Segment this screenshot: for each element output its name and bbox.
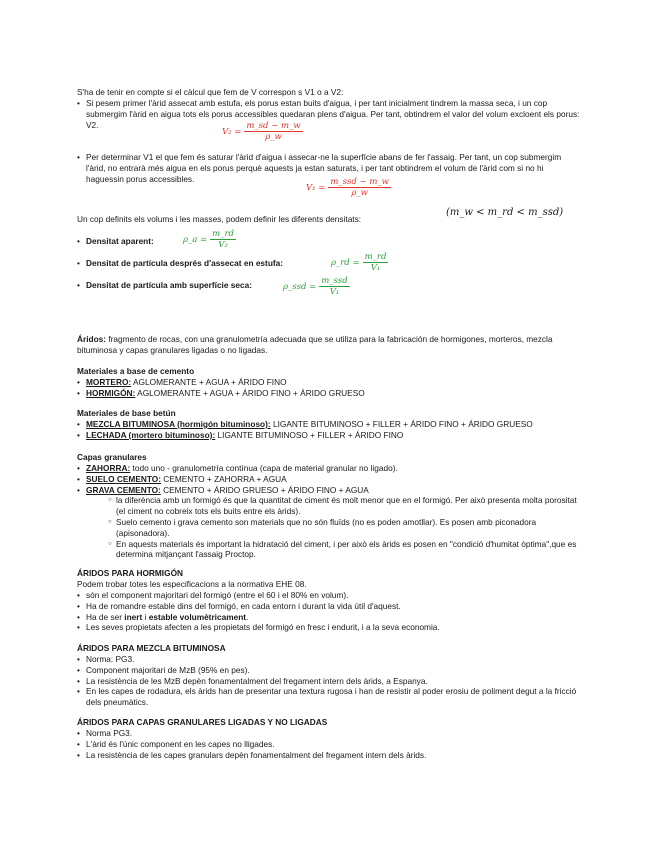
density-item-oven-dry (77, 258, 337, 269)
density-ssd-numerator: m_ssd (321, 276, 348, 286)
capas-item-grava-cemento: • GRAVA CEMENTO: CEMENTO + ÁRIDO GRUESO + ÁRIDO FINO + AGUA ○ la diferència amb un formigó és que la quantitat de ciment és molt menor que en el formigó. Per això presenta molta porositat (el ciment no cobreix tots els buits entre els àrids). ○ Suelo cemento i grava cemento son materials que no són fluïds (no es poden amotllar). Es posen amb piconadora (apisonadora). ○ En aquests materials és important la hidratació del ciment, i per això els àrids es posen en "condició d'humitat òptima",que es determina mitjançant l'assaig Proctop. (77, 485, 582, 561)
formula-v2-lhs: V₂ = (222, 126, 242, 137)
formula-v1-denominator: ρ_w (351, 188, 368, 198)
hormigon-item: • són el component majoritari del formigó (entre el 60 i el 80% en volum). (77, 590, 582, 601)
capas-granulares-title: ÁRIDOS PARA CAPAS GRANULARES LIGADAS Y NO LIGADAS (77, 717, 328, 727)
density-ssd-lhs: ρ_ssd = (283, 281, 317, 292)
mass-inequality: (m_w < m_rd < m_ssd) (446, 207, 564, 218)
volume-bullet-list (77, 98, 582, 130)
density-oven-dry-denominator: V₁ (370, 263, 381, 273)
capas-item-suelo-cemento: • SUELO CEMENTO: CEMENTO + ZAHORRA + AGUA (77, 474, 582, 485)
hormigon-item-inert: • Ha de ser inert i estable volumètricament. (77, 612, 582, 623)
mezcla-item: • Norma: PG3. (77, 654, 582, 665)
density-apparent-lhs: ρ_a = (183, 234, 208, 245)
capas-granulares-item: • La resistència de les capes granulars depèn fonamentalment del fregament intern dels àrids. (77, 750, 582, 761)
aridos-term: Áridos: (77, 334, 107, 344)
aridos-text: fragmento de rocas, con una granulometría adecuada que se utiliza para la fabricación de hormigones, morteros, mezcla bituminosa y capas granulares ligadas o no ligadas. (77, 334, 553, 355)
capas-sublist (86, 495, 582, 560)
volume-intro: S'ha de tenir en compte si el càlcul que fem de V correspon s V1 o a V2: (77, 87, 344, 97)
density-ssd-denominator: V₁ (329, 287, 340, 297)
capas-granulares-list (77, 728, 582, 760)
hormigon-title: ÁRIDOS PARA HORMIGÓN (77, 568, 184, 578)
formula-density-oven-dry (331, 252, 388, 273)
density-ssd-label: Densitat de partícula amb superfície seca: (86, 280, 252, 290)
hormigon-item: • Les seves propietats afecten a les propietats del formigó en fresc i endurit, i a la seva economia. (77, 622, 582, 633)
hormigon-item: • Ha de romandre estable dins del formigó, en cada entorn i durant la vida útil d'aquest. (77, 601, 582, 612)
betun-item-mezcla: • MEZCLA BITUMINOSA (hormigón bituminoso): LIGANTE BITUMINOSO + FILLER + ÁRIDO FINO + ÁRIDO GRUESO (77, 419, 582, 430)
density-apparent-label: Densitat aparent: (86, 236, 154, 246)
formula-v2-denominator: ρ_w (265, 132, 282, 142)
mezcla-item: • La resistència de les MzB depèn fonamentalment del fregament intern dels àrids, a Espanya. (77, 676, 582, 687)
density-apparent-numerator: m_rd (212, 229, 234, 239)
density-oven-dry-lhs: ρ_rd = (331, 257, 360, 268)
cemento-item-mortero: • MORTERO: AGLOMERANTE + AGUA + ÁRIDO FINO (77, 377, 582, 388)
formula-v1 (306, 177, 391, 198)
formula-v2 (222, 121, 303, 142)
density-oven-dry-label: Densitat de partícula després d'assecat en estufa: (86, 258, 284, 268)
density-apparent-denominator: V₂ (218, 240, 228, 250)
formula-density-ssd (283, 276, 350, 297)
capas-list (77, 463, 582, 560)
cemento-list (77, 377, 582, 399)
volume-bullet-v2: • Si pesem primer l'àrid assecat amb estufa, els porus estan buits d'aigua, i per tant inicialment tindrem la massa seca, i un cop submergim l'àrid en aigua tots els porus accessibles quedaran plens d'aigua. Per tant, obtindrem el valor del volum excloent els porus: V2. (77, 98, 582, 130)
capas-subitem: ○ En aquests materials és important la hidratació del ciment, i per això els àrids es posen en "condició d'humitat òptima",que es determina mitjançant l'assaig Proctop. (108, 539, 582, 561)
mezcla-item: • En les capes de rodadura, els àrids han de presentar una textura rugosa i han de resistir al poder erosiu de poliment degut a la fricció dels pneumàtics. (77, 686, 582, 708)
volume-bullet-v1: • Per determinar V1 el que fem és saturar l'àrid d'aigua i assecar-ne la superfície abans de fer l'assaig. Per tant, un cop submergim l'àrid, no entrarà més aigua en els porus perquè aquests ja estan saturats, i per tant obtindrem el volum de l'àrid com si no hi haguessin porus accessibles. (77, 152, 582, 184)
capas-granulares-item: • L'àrid és l'únic component en les capes no lligades. (77, 739, 582, 750)
density-item-ssd (77, 280, 317, 291)
hormigon-intro: Podem trobar totes les especificacions a la normativa EHE 08. (77, 579, 307, 589)
aridos-definition (77, 334, 582, 356)
formula-v1-lhs: V₁ = (306, 182, 326, 193)
capas-subitem: ○ Suelo cemento i grava cemento son materials que no són fluïds (no es poden amotllar). Es posen amb piconadora (apisonadora). (108, 517, 582, 539)
capas-title: Capas granulares (77, 452, 147, 462)
densities-intro: Un cop definits els volums i les masses, podem definir les diferents densitats: (77, 214, 362, 224)
betun-item-lechada: • LECHADA (mortero bituminoso): LIGANTE BITUMINOSO + FILLER + ÁRIDO FINO (77, 430, 582, 441)
capas-subitem: ○ la diferència amb un formigó és que la quantitat de ciment és molt menor que en el formigó. Per això presenta molta porositat (el ciment no cobreix tots els buits entre els àrids). (108, 495, 582, 517)
formula-density-apparent (183, 229, 236, 250)
cemento-item-hormigon: • HORMIGÓN: AGLOMERANTE + AGUA + ÁRIDO FINO + ÁRIDO GRUESO (77, 388, 582, 399)
density-oven-dry-numerator: m_rd (364, 252, 387, 262)
mezcla-title: ÁRIDOS PARA MEZCLA BITUMINOSA (77, 643, 226, 653)
formula-v2-numerator: m_sd − m_w (246, 121, 301, 131)
capas-item-zahorra: • ZAHORRA: todo uno - granulometría contínua (capa de material granular no ligado). (77, 463, 582, 474)
formula-v1-numerator: m_ssd − m_w (330, 177, 389, 187)
cemento-title: Materiales a base de cemento (77, 366, 195, 376)
hormigon-list (77, 590, 582, 633)
mezcla-list (77, 654, 582, 708)
mezcla-item: • Component majoritari de MzB (95% en pes). (77, 665, 582, 676)
betun-title: Materiales de base betún (77, 408, 176, 418)
capas-granulares-item: • Norma PG3. (77, 728, 582, 739)
betun-list (77, 419, 582, 441)
